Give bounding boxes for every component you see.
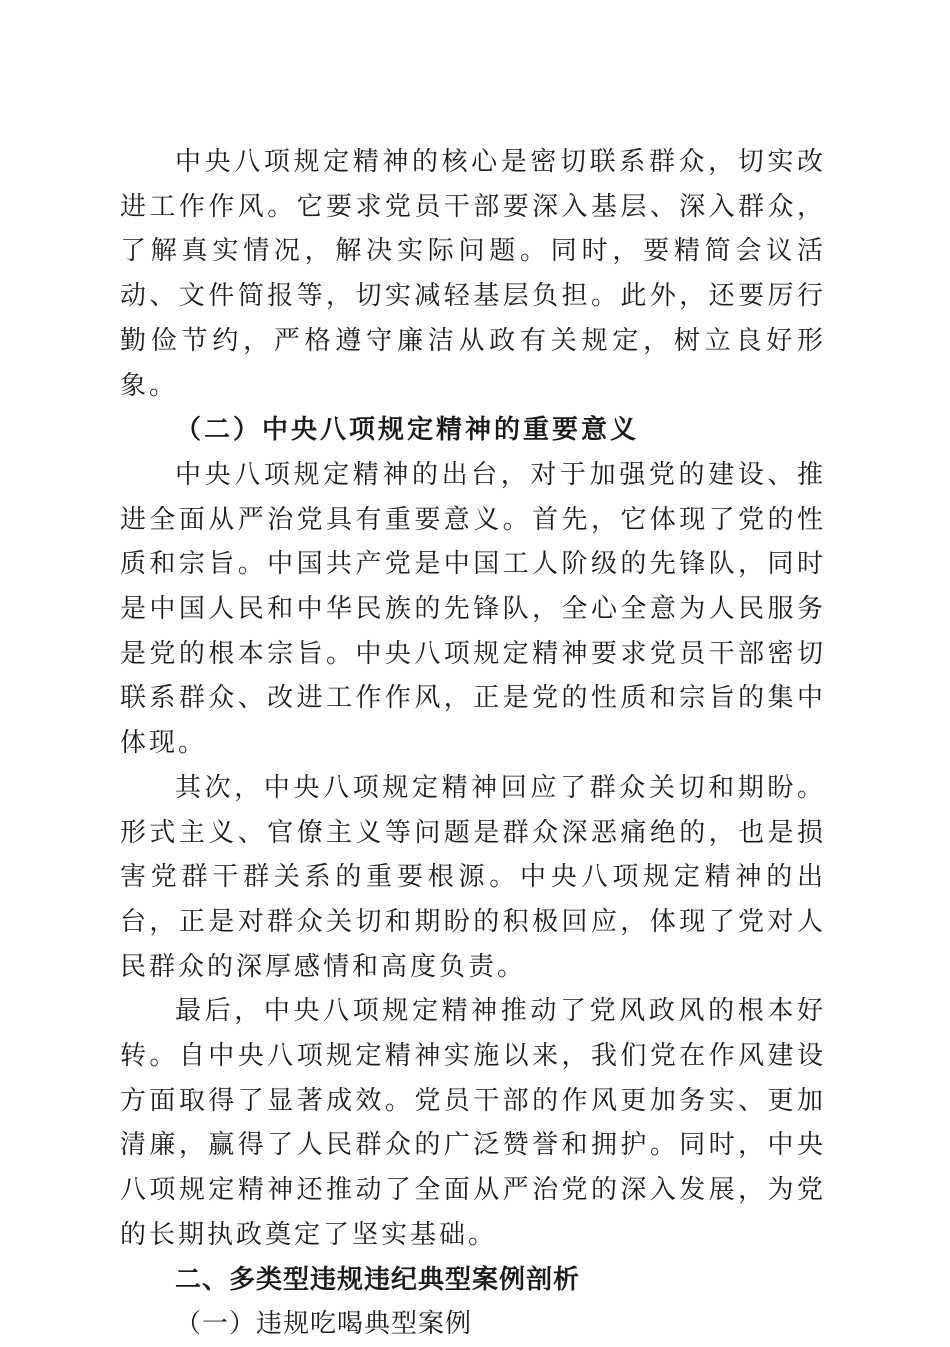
document-body <box>120 140 826 1347</box>
section-heading-cases: 二、多类型违规违纪典型案例剖析 <box>175 1264 581 1295</box>
subheading-significance: （二）中央八项规定精神的重要意义 <box>175 415 640 446</box>
paragraph-core-spirit: 中央八项规定精神的核心是密切联系群众，切实改进工作作风。它要求党员干部要深入基层、深入群众，了解真实情况，解决实际问题。同时，要精简会议活动、文件简报等，切实减轻基层负担。此外，还要厉行勤俭节约，严格遵守廉洁从政有关规定，树立良好形象。 <box>120 147 826 401</box>
paragraph-significance-last: 最后，中央八项规定精神推动了党风政风的根本好转。自中央八项规定精神实施以来，我们党在作风建设方面取得了显著成效。党员干部的作风更加务实、更加清廉，赢得了人民群众的广泛赞誉和拥护。同时，中央八项规定精神还推动了全面从严治党的深入发展，为党的长期执政奠定了坚实基础。 <box>120 996 826 1250</box>
paragraph-significance-first: 中央八项规定精神的出台，对于加强党的建设、推进全面从严治党具有重要意义。首先，它体现了党的性质和宗旨。中国共产党是中国工人阶级的先锋队，同时是中国人民和中华民族的先锋队，全心全意为人民服务是党的根本宗旨。中央八项规定精神要求党员干部密切联系群众、改进工作作风，正是党的性质和宗旨的集中体现。 <box>120 459 826 759</box>
subheading-dining-cases: （一）违规吃喝典型案例 <box>175 1309 473 1340</box>
paragraph-significance-second: 其次，中央八项规定精神回应了群众关切和期盼。形式主义、官僚主义等问题是群众深恶痛绝的，也是损害党群干群关系的重要根源。中央八项规定精神的出台，正是对群众关切和期盼的积极回应，体现了党对人民群众的深厚感情和高度负责。 <box>120 772 826 982</box>
